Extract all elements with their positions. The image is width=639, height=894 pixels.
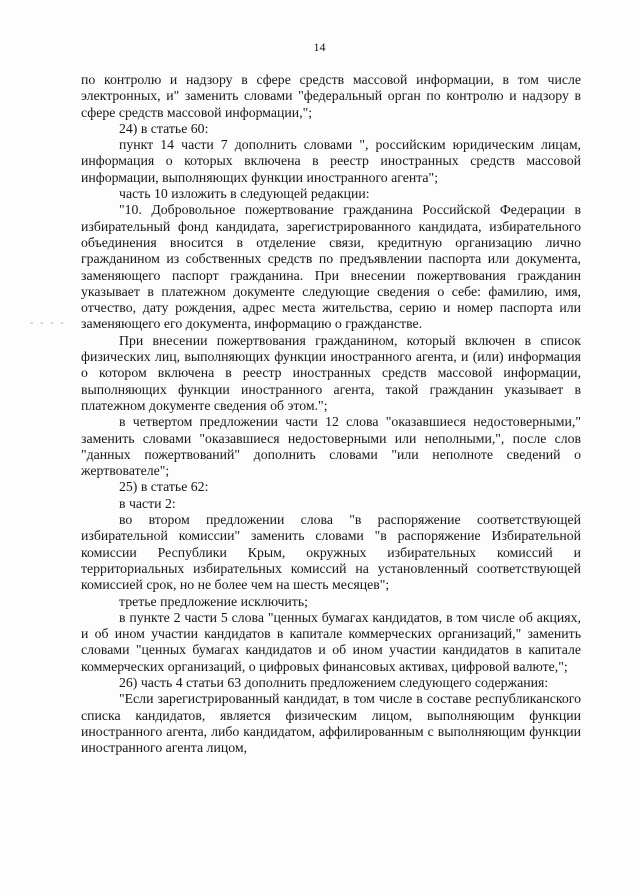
paragraph: пункт 14 части 7 дополнить словами ", российским юридическим лицам, информация о которых включена в реестр иностранных средств массовой информации, выполняющих функции иностранного агента"; xyxy=(81,137,581,185)
paragraph: третье предложение исключить; xyxy=(119,593,308,609)
margin-mark: - - - - xyxy=(30,318,66,329)
paragraph: При внесении пожертвования гражданином, который включен в список физических лиц, выполняющих функции иностранного агента, и (или) информация о котором включена в реестр иностранных средств массовой информации, выполняющих функции иностранного агента, такой гражданин указывает в платежном документе сведения об этом."; xyxy=(81,332,581,413)
paragraph: по контролю и надзору в сфере средств массовой информации, в том числе электронных, и" заменить словами "федеральный орган по контролю и надзору в сфере средств массовой информации,"; xyxy=(81,72,581,120)
paragraph: 25) в статье 62: xyxy=(119,479,209,495)
paragraph: во втором предложении слова "в распоряжение соответствующей избирательной комиссии" заменить словами "в распоряжение Избирательной комиссии Республики Крым, окружных избирательных комиссий и территориальных избирательных комиссий на установленный соответствующей комиссией срок, но не более чем на шесть месяцев"; xyxy=(81,512,581,593)
paragraph: в четвертом предложении части 12 слова "оказавшиеся недостоверными," заменить словами "оказавшиеся недостоверными или неполными,", после слов "данных пожертвований" дополнить словами "или неполноте сведений о жертвователе"; xyxy=(81,414,581,479)
paragraph: в пункте 2 части 5 слова "ценных бумагах кандидатов, в том числе об акциях, и об ином участии кандидатов в капитале коммерческих организаций," заменить словами "ценных бумагах кандидатов и об ином участии кандидатов в капитале коммерческих организаций, о цифровых финансовых активах, цифровой валюте,"; xyxy=(81,609,581,674)
paragraph: в части 2: xyxy=(119,495,176,511)
paragraph: 24) в статье 60: xyxy=(119,120,209,136)
paragraph: часть 10 изложить в следующей редакции: xyxy=(119,186,370,202)
paragraph: 26) часть 4 статьи 63 дополнить предложением следующего содержания: xyxy=(119,674,549,690)
paragraph: "10. Добровольное пожертвование гражданина Российской Федерации в избирательный фонд кандидата, зарегистрированного кандидата, избирательного объединения вносится в отделение связи, кредитную организацию лично гражданином из собственных средств по предъявлении паспорта или документа, заменяющего паспорт гражданина. При внесении пожертвования гражданин указывает в платежном документе следующие сведения о себе: фамилию, имя, отчество, дату рождения, адрес места жительства, серию и номер паспорта или заменяющего его документа, информацию о гражданстве. xyxy=(81,202,581,332)
paragraph: "Если зарегистрированный кандидат, в том числе в составе республиканского списка кандидатов, является физическим лицом, выполняющим функции иностранного агента, либо кандидатом, аффилированным с выполняющим функции иностранного агента лицом, xyxy=(81,691,581,756)
page-number: 14 xyxy=(313,40,326,54)
document-body xyxy=(81,72,581,756)
